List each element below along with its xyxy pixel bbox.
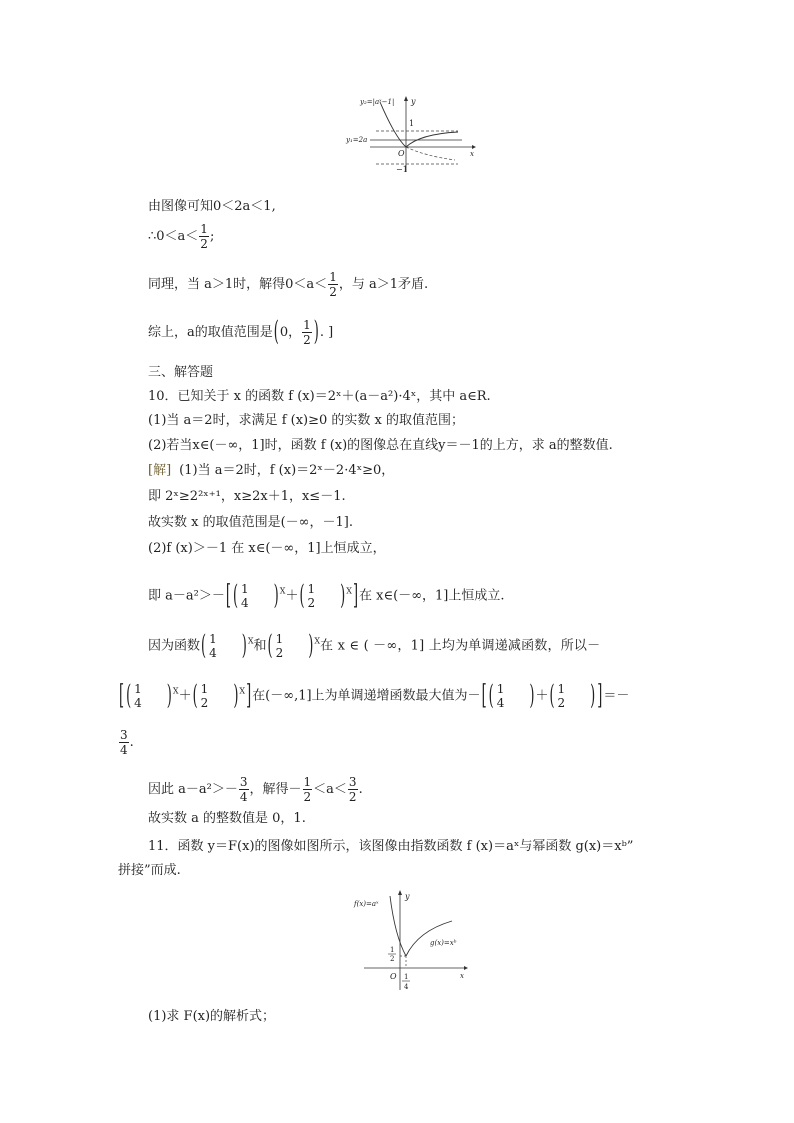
x-axis-arrow bbox=[464, 966, 468, 970]
p10-sol-line5: 即 a－a²＞－[ ( 1 4 )$^X$＋( 1 2 )$^X$]在 x∈(－∞，1]上恒成立. bbox=[148, 580, 505, 612]
label-one: 1 bbox=[409, 119, 415, 128]
p11-stem-line1: 11．函数 y＝F(x)的图像如图所示，该图像由指数函数 f (x)＝aˣ与幂函数 g(x)＝xᵇ” bbox=[148, 839, 634, 854]
label-x-axis: x bbox=[460, 972, 464, 980]
fraction-one-quarter: 1 4 bbox=[209, 632, 217, 660]
p11-stem-line2: 拼接”而成. bbox=[118, 863, 181, 878]
label-half-den: 2 bbox=[390, 955, 395, 963]
p10-sol-line8: $\frac{3}{4}$ . bbox=[120, 728, 134, 757]
x-axis-arrow bbox=[472, 145, 476, 149]
fraction-one-half: 1 2 bbox=[307, 582, 316, 610]
label-origin: O bbox=[398, 149, 405, 158]
sol9-line2: ∴0＜a＜ $\frac{1}{2}$ ; bbox=[148, 222, 215, 251]
sol9-line3: 同理，当 a＞1时，解得0＜a＜ $\frac{1}{2}$ ，与 a＞1矛盾. bbox=[148, 270, 429, 299]
label-quarter-num: 1 bbox=[404, 973, 409, 981]
label-g: g(x)=xᵇ bbox=[430, 939, 457, 947]
p10-sol-line9: 因此 a－a²＞－ $\frac{3}{4}$ ，解得－ $\frac{1}{2}$ ＜a＜ $\frac{3}{2}$ . bbox=[148, 775, 363, 804]
label-f: f(x)=aˣ bbox=[354, 900, 379, 908]
p10-sol-line1: [解] (1)当 a＝2时，f (x)＝2ˣ－2·4ˣ≥0， bbox=[148, 463, 395, 478]
p10-sol-line4: (2)f (x)＞－1 在 x∈(－∞，1]上恒成立， bbox=[148, 541, 386, 556]
fraction-one-half: $\frac{1}{2}$ bbox=[303, 318, 311, 347]
p10-sol-line3: 故实数 x 的取值范围是(－∞，－1]. bbox=[148, 515, 353, 530]
fraction-three-quarters: $\frac{3}{4}$ bbox=[239, 775, 248, 804]
label-neg-one: −1 bbox=[396, 165, 408, 174]
sol9-line1: 由图像可知0＜2a＜1, bbox=[148, 199, 276, 214]
p10-sol-line6: 因为函数( 1 4 )$^X$和( 1 2 )$^X$在 x ∈ ( －∞，1] 上均为单调递减函数，所以－ bbox=[148, 630, 601, 662]
p10-q1: (1)当 a＝2时，求满足 f (x)≥0 的实数 x 的取值范围； bbox=[148, 413, 465, 428]
label-y1: y₁=2a bbox=[346, 136, 368, 144]
fraction-three-quarters: $\frac{3}{4}$ bbox=[120, 728, 128, 757]
p10-sol-line10: 故实数 a 的整数值是 0，1. bbox=[148, 811, 306, 826]
p11-q1: (1)求 F(x)的解析式； bbox=[148, 1009, 276, 1024]
p10-sol-line2: 即 2ˣ≥2²ˣ⁺¹，x≥2x＋1，x≤－1. bbox=[148, 489, 346, 504]
fraction-one-half: 1 2 bbox=[200, 682, 209, 710]
figure-2-graph bbox=[350, 886, 474, 996]
sol9-line4: 综上，a的取值范围是(0， $\frac{1}{2}$ ). ] bbox=[148, 316, 334, 349]
section-heading: 三、解答题 bbox=[148, 365, 214, 380]
p10-stem: 10．已知关于 x 的函数 f (x)＝2ˣ＋(a－a²)·4ˣ，其中 a∈R. bbox=[148, 389, 491, 404]
label-quarter-den: 4 bbox=[404, 983, 409, 991]
fraction-one-quarter: 1 4 bbox=[241, 582, 249, 610]
label-origin: O bbox=[390, 972, 397, 981]
p10-sol-line7: [ ( 1 4 )$^X$＋( 1 2 )$^X$]在(－∞,1]上为单调递增函数最大值为－[ ( 1 4 )＋( 1 2 ) ]＝－ bbox=[119, 680, 630, 712]
label-y2: y₂=|aˣ−1| bbox=[360, 98, 395, 106]
label-y-axis: y bbox=[411, 97, 416, 106]
y-axis-arrow bbox=[404, 96, 408, 101]
label-x-axis: x bbox=[470, 150, 474, 158]
figure-1-graph bbox=[340, 92, 480, 174]
fraction-one-half: $\frac{1}{2}$ bbox=[200, 222, 208, 251]
fraction-one-half: $\frac{1}{2}$ bbox=[303, 775, 312, 804]
jie-tag: [解] bbox=[148, 463, 172, 478]
fraction-one-quarter: 1 4 bbox=[496, 682, 505, 710]
label-half-num: 1 bbox=[390, 946, 395, 954]
fraction-one-half: 1 2 bbox=[557, 682, 566, 710]
p10-q2: (2)若当x∈(－∞，1]时，函数 f (x)的图像总在直线y＝－1的上方，求 a的整数值. bbox=[148, 438, 613, 453]
curve-dashed bbox=[406, 147, 455, 160]
fraction-one-half: $\frac{1}{2}$ bbox=[329, 270, 337, 299]
fraction-one-quarter: 1 4 bbox=[134, 682, 142, 710]
fraction-three-halves: $\frac{3}{2}$ bbox=[348, 775, 357, 804]
fraction-one-half: 1 2 bbox=[275, 632, 284, 660]
label-y-axis: y bbox=[405, 892, 410, 901]
y-axis-arrow bbox=[398, 890, 402, 895]
